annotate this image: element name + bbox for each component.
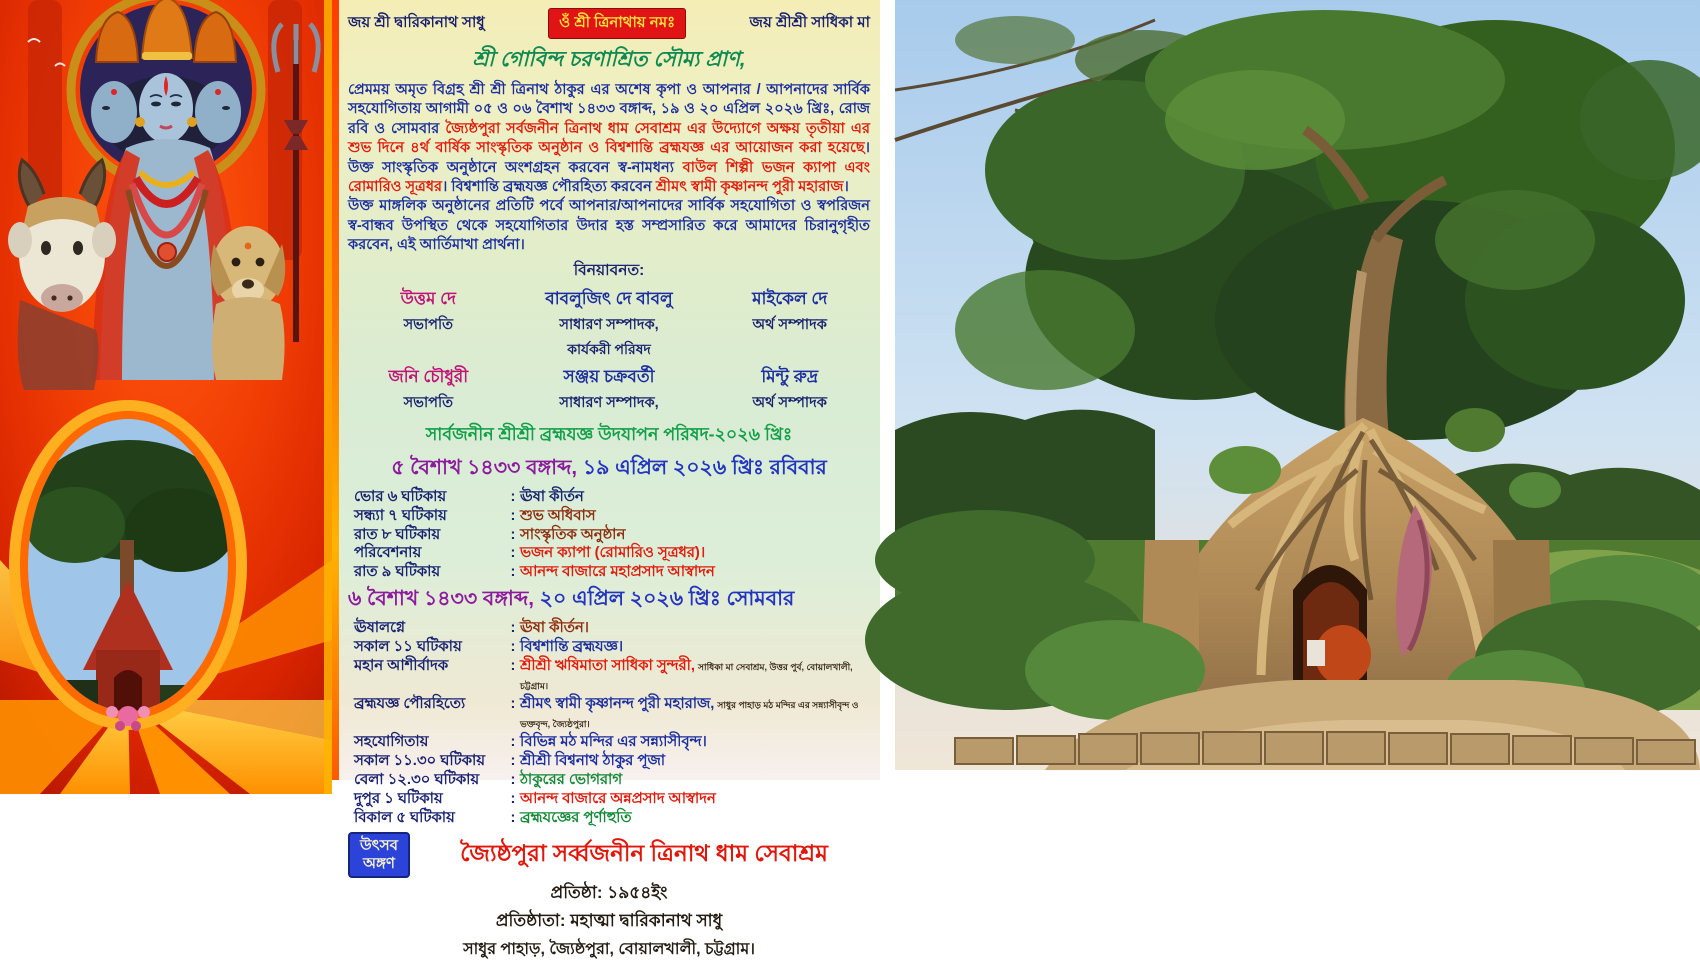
member-name: বাবলুজিৎ দে বাবলু — [545, 288, 673, 308]
committee-member — [509, 286, 710, 362]
member-name: জনি চৌধুরী — [388, 366, 469, 386]
dog-figure — [211, 226, 285, 380]
schedule-event-value: শুভ অধিবাস — [520, 507, 596, 524]
tilak-right — [215, 89, 221, 95]
text-segment: বাউল শিল্পী ভজন ক্যাপা এবং রোমারিও সূত্রধর — [348, 159, 875, 196]
oval-inset-photo — [16, 407, 240, 731]
schedule-time-label: সকাল ১১ ঘটিকায় — [354, 639, 462, 656]
schedule-event-value: শ্রীশ্রী বিশ্বনাথ ঠাকুর পূজা — [520, 752, 666, 769]
schedule-row — [354, 526, 870, 545]
text-segment: । উক্ত সাংস্কৃতিক অনুষ্ঠানে অংশগ্রহন করবেন স্ব-নামধন্য — [348, 140, 875, 176]
schedule-row — [354, 563, 870, 582]
schedule-event-value: ঠাকুরের ভোগরাগ — [520, 771, 623, 788]
schedule-event-note: সাধিকা মা সেবাশ্রম, উত্তর পুর্ব, বোয়ালখালী, চট্টগ্রাম। — [520, 662, 853, 692]
address-line: সাধুর পাহাড়, জ্যৈষ্ঠপুরা, বোয়ালখালী, চট্টগ্রাম। — [463, 940, 755, 958]
vinoy-heading: বিনয়াবনত: — [573, 261, 645, 279]
day2-schedule — [354, 619, 870, 827]
day1-date-gregorian: ১৯ এপ্রিল ২০২৬ খ্রিঃ রবিবার — [582, 455, 827, 479]
text-segment: । বিশ্বশান্তি ব্রহ্মযজ্ঞ পৌরহিত্য করবেন — [442, 179, 656, 196]
committee-member — [348, 286, 509, 362]
colon-separator: : — [510, 545, 516, 562]
sapling — [1209, 446, 1281, 494]
founder-line: প্রতিষ্ঠাতা: মহাত্মা দ্বারিকানাথ সাধু — [495, 910, 723, 930]
schedule-event-value: বিশ্বশান্তি ব্রহ্মযজ্ঞ। — [520, 639, 624, 656]
committee-member — [709, 286, 870, 362]
schedule-event-value: বিভিন্ন মঠ মন্দির এর সন্ন্যাসীবৃন্দ। — [520, 733, 707, 750]
schedule-event-note: সাধুর পাহাড় মঠ মন্দির এর সন্ন্যাসীবৃন্দ ও ভক্তবৃন্দ, জ্যৈষ্ঠপুরা। — [520, 700, 859, 730]
schedule-time-label: পরিবেশনায় — [354, 545, 422, 562]
schedule-event-value: শ্রীশ্রী ঋষিমাতা সাধিকা সুন্দরী, সাধিকা মা সেবাশ্রম, উত্তর পুর্ব, বোয়ালখালী, চট্টগ্রাম। — [520, 658, 853, 692]
schedule-time-label: ব্রহ্মযজ্ঞ পৌরহিত্যে — [354, 696, 466, 713]
text-segment: । — [843, 179, 849, 196]
schedule-event-value: ব্রহ্মযজ্ঞের পূর্ণাহুতি — [520, 809, 632, 826]
schedule-event-value: ঊষা কীর্তন। — [520, 620, 589, 637]
schedule-time-label: রাত ৯ ঘটিকায় — [354, 564, 441, 581]
text-segment: শ্রীমৎ স্বামী কৃষ্ণানন্দ পুরী মহারাজ — [655, 179, 844, 196]
committee-member — [348, 364, 509, 416]
sapling — [1445, 408, 1505, 452]
established-line: প্রতিষ্ঠা: ১৯৫৪ইং — [550, 882, 668, 902]
day1-date-bengali: ৫ বৈশাখ ১৪৩৩ বঙ্গাব্দ, — [391, 455, 578, 479]
schedule-event-value: শ্রীমৎ স্বামী কৃষ্ণানন্দ পুরী মহারাজ, সাধুর পাহাড় মঠ মন্দির এর সন্ন্যাসীবৃন্দ ও ভক্তবৃন্দ, জ্যৈষ্ঠপুরা। — [520, 696, 859, 730]
shrine-signboard — [1307, 640, 1325, 666]
day2-date-bengali: ৬ বৈশাখ ১৪৩৩ বঙ্গাব্দ, — [348, 587, 534, 611]
temple-tree-illustration — [895, 0, 1700, 770]
member-role: সাধারণ সম্পাদক, — [559, 394, 659, 411]
sapling — [1509, 472, 1561, 508]
salutation-right: জয় শ্রীশ্রী সাধিকা মা — [749, 14, 870, 31]
crown-band — [142, 52, 192, 60]
day1-schedule — [354, 488, 870, 583]
schedule-row — [354, 488, 870, 507]
colon-separator: : — [510, 620, 516, 637]
schedule-event-value: আনন্দ বাজারে অন্নপ্রসাদ আস্বাদন — [520, 790, 716, 807]
schedule-row — [354, 507, 870, 526]
schedule-time-label: সন্ধ্যা ৭ ঘটিকায় — [354, 507, 447, 524]
colon-separator: : — [510, 658, 516, 675]
colon-separator: : — [510, 790, 516, 807]
greeting-line: শ্রী গোবিন্দ চরণাশ্রিত সৌম্য প্রাণ, — [472, 48, 746, 71]
member-name: সঞ্জয় চক্রবর্তী — [563, 366, 655, 386]
committee-grid — [348, 286, 870, 416]
temple-tree-photo — [895, 0, 1700, 770]
schedule-row — [354, 790, 870, 809]
member-extra: কার্যকরী পরিষদ — [567, 340, 651, 357]
organization-name: জ্যৈষ্ঠপুরা সর্ব্বজনীন ত্রিনাথ ধাম সেবাশ্রম — [460, 840, 828, 867]
venue-box-line1: উৎসব — [360, 836, 398, 854]
colon-separator: : — [510, 733, 516, 750]
schedule-event-value: সাংস্কৃতিক অনুষ্ঠান — [520, 526, 626, 543]
venue-row — [348, 832, 870, 878]
schedule-event-value: ঊষা কীর্তন — [520, 488, 584, 505]
colon-separator: : — [510, 809, 516, 826]
member-role: অর্থ সম্পাদক — [752, 316, 827, 333]
colon-separator: : — [510, 771, 516, 788]
salutation-left: জয় শ্রী দ্বারিকানাথ সাধু — [348, 14, 485, 31]
invitation-paragraph-2 — [348, 197, 875, 255]
parishad-heading: সার্বজনীন শ্রীশ্রী ব্রহ্মযজ্ঞ উদযাপন পরিষদ-২০২৬ খ্রিঃ — [425, 423, 793, 444]
day2-date-gregorian: ২০ এপ্রিল ২০২৬ খ্রিঃ সোমবার — [539, 587, 795, 611]
schedule-time-label: সকাল ১১.৩০ ঘটিকায় — [354, 752, 486, 769]
schedule-time-label: মহান আশীর্বাদক — [354, 658, 449, 675]
schedule-time-label: দুপুর ১ ঘটিকায় — [354, 790, 443, 807]
member-role: সভাপতি — [403, 316, 454, 333]
schedule-row — [354, 771, 870, 790]
card-left-edge — [332, 0, 339, 780]
schedule-event-value: ভজন ক্যাপা (রোমারিও সূত্রধর)। — [520, 545, 706, 562]
schedule-row — [354, 809, 870, 828]
schedule-time-label: বিকাল ৫ ঘটিকায় — [354, 809, 455, 826]
deity-artwork-illustration — [0, 0, 332, 794]
colon-separator: : — [510, 564, 516, 581]
colon-separator: : — [510, 696, 516, 713]
text-segment: উক্ত মাঙ্গলিক অনুষ্ঠানের প্রতিটি পর্বে আপনার/আপনাদের সার্বিক সহযোগিতা ও স্বপরিজন স্ব-বান্ধব উপস্থিত থেকে সহযোগিতার উদার হস্ত সম্প্রসারিত করে আমাদের চিরানুগৃহীত করবেন, এই আর্তিমাখা প্রার্থনা। — [348, 198, 875, 254]
member-name: মাইকেল দে — [752, 288, 828, 308]
member-name: উত্তম দে — [400, 288, 456, 308]
colon-separator: : — [510, 752, 516, 769]
schedule-time-label: ভোর ৬ ঘটিকায় — [354, 488, 447, 505]
invitation-paragraph-1 — [348, 81, 875, 197]
member-name: মিন্টু রুদ্র — [761, 366, 819, 386]
colon-separator: : — [510, 526, 516, 543]
deity-artwork-panel — [0, 0, 332, 794]
committee-member — [709, 364, 870, 416]
pendant — [158, 243, 176, 261]
day1-heading — [348, 452, 870, 486]
schedule-time-label: রাত ৮ ঘটিকায় — [354, 526, 441, 543]
text-segment: জ্যৈষ্ঠপুরা সর্বজনীন ত্রিনাথ ধাম সেবাশ্রম এর উদ্যোগে অক্ষয় তৃতীয়া এর শুভ দিনে ৪র্থ বার্ষিক সাংস্কৃতিক অনুষ্ঠান ও বিশ্বশান্তি ব্রহ্মযজ্ঞ এর আয়োজন করা হয়েছে — [348, 120, 875, 157]
schedule-time-label: ঊষালগ্নে — [354, 620, 405, 637]
day2-heading — [348, 583, 870, 617]
schedule-time-label: সহযোগিতায় — [354, 733, 429, 750]
schedule-row — [354, 657, 870, 695]
schedule-event-value: আনন্দ বাজারে মহাপ্রসাদ আস্বাদন — [520, 564, 715, 581]
schedule-row — [354, 544, 870, 563]
committee-member — [509, 364, 710, 416]
schedule-row — [354, 733, 870, 752]
schedule-row — [354, 695, 870, 733]
card-top-row — [348, 8, 870, 39]
panel-divider-strip — [324, 0, 332, 794]
colon-separator: : — [510, 507, 516, 524]
inset-temple-door — [114, 670, 142, 712]
colon-separator: : — [510, 639, 516, 656]
colon-separator: : — [510, 488, 516, 505]
venue-box-line2: অঙ্গণ — [362, 854, 395, 872]
venue-box — [348, 832, 410, 878]
member-role: সভাপতি — [403, 394, 454, 411]
text-segment: প্রেমময় অমৃত বিগ্রহ শ্রী শ্রী ত্রিনাথ ঠাকুর এর অশেষ কৃপা ও আপনার / আপনাদের সার্বিক সহযোগিতায় আগামী ০৫ ও ০৬ বৈশাখ ১৪৩৩ বঙ্গাব্দ, ১৯ ও ২০ এপ্রিল ২০২৬ খ্রিঃ, রোজ রবি ও সোমবার — [348, 82, 875, 137]
member-role: অর্থ সম্পাদক — [752, 394, 827, 411]
schedule-row — [354, 638, 870, 657]
schedule-row — [354, 752, 870, 771]
invitation-card — [332, 0, 880, 958]
schedule-time-label: বেলা ১২.৩০ ঘটিকায় — [354, 771, 480, 788]
tilak-left — [111, 89, 117, 95]
schedule-row — [354, 619, 870, 638]
mantra-badge: ওঁ শ্রী ত্রিনাথায় নমঃ — [548, 8, 686, 39]
member-role: সাধারণ সম্পাদক, — [559, 316, 659, 333]
